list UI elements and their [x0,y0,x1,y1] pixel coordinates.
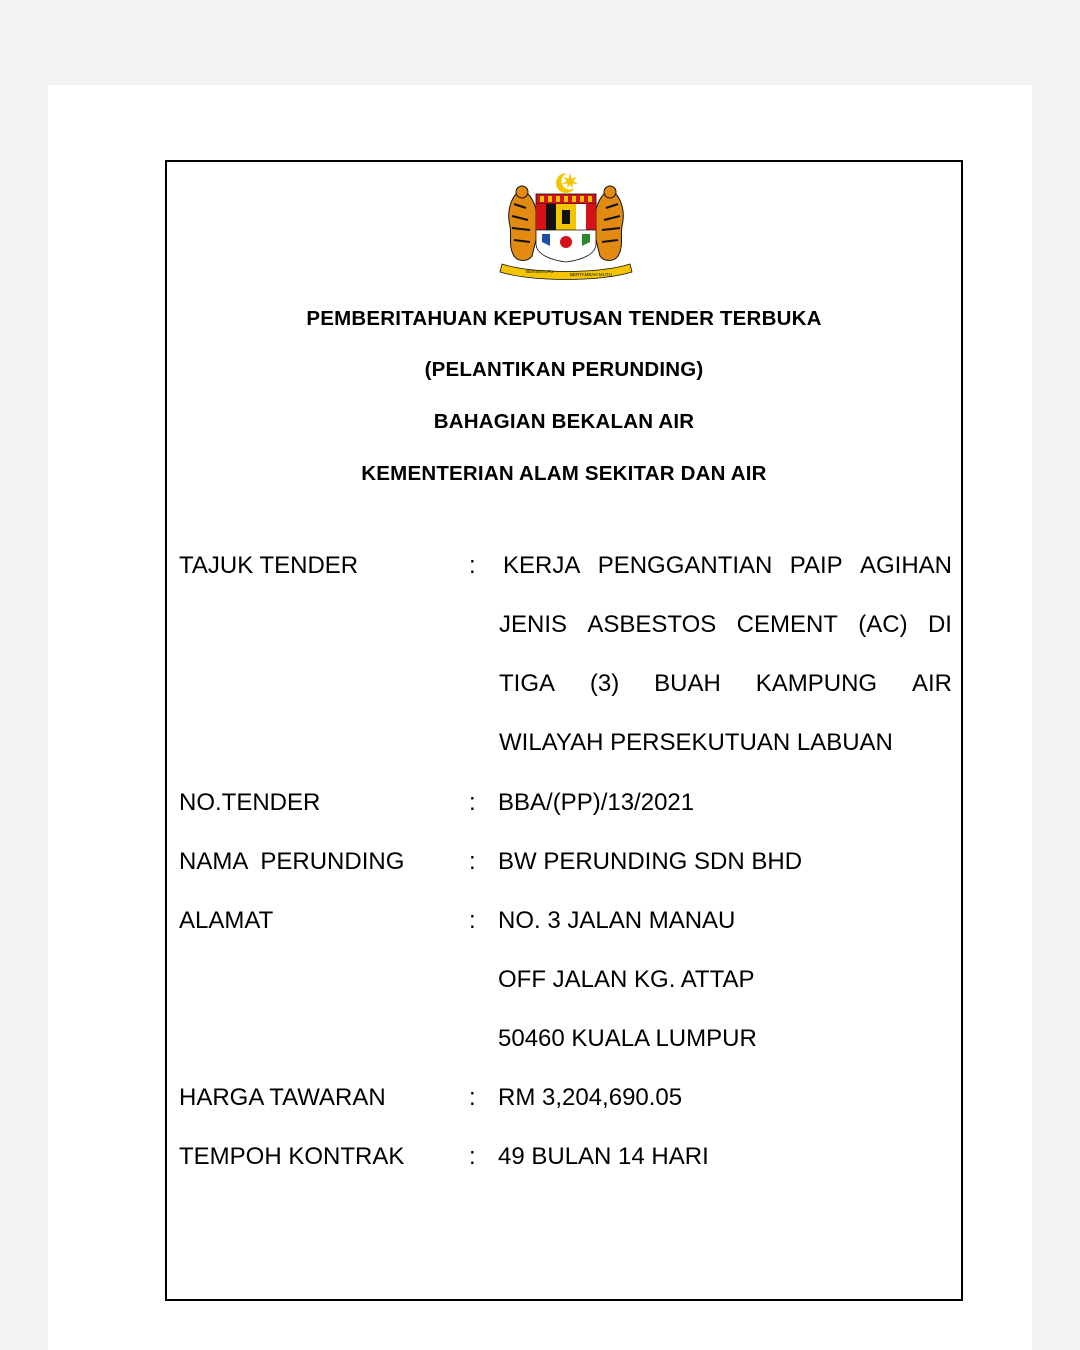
word: TIGA [499,670,556,697]
tajuk-tender-line-1 [503,552,952,580]
svg-text:BERSEKUTU: BERSEKUTU [526,269,554,274]
tajuk-tender-colon: : [469,552,476,579]
tajuk-tender-label: TAJUK TENDER [179,552,359,579]
notice-subtitle: (PELANTIKAN PERUNDING) [424,358,704,381]
alamat-line-3: 50460 KUALA LUMPUR [498,1025,757,1052]
tajuk-tender-line-4: WILAYAH PERSEKUTUAN LABUAN [499,729,893,756]
alamat-label: ALAMAT [179,907,274,934]
notice-title: PEMBERITAHUAN KEPUTUSAN TENDER TERBUKA [306,307,822,330]
word: (AC) [858,611,908,638]
tempoh-kontrak-value: 49 BULAN 14 HARI [498,1143,709,1170]
alamat-line-1: NO. 3 JALAN MANAU [498,907,736,934]
alamat-line-2: OFF JALAN KG. ATTAP [498,966,755,993]
nama-perunding-colon: : [469,848,476,875]
no-tender-label: NO.TENDER [179,789,321,816]
tajuk-tender-line-2 [499,611,952,639]
word: DI [927,611,952,638]
ministry-name: KEMENTERIAN ALAM SEKITAR DAN AIR [361,462,767,485]
no-tender-value: BBA/(PP)/13/2021 [498,789,695,816]
word: CEMENT [736,611,838,638]
svg-text:BERTAMBAH MUTU: BERTAMBAH MUTU [570,272,612,277]
harga-tawaran-label: HARGA TAWARAN [179,1084,386,1111]
harga-tawaran-colon: : [469,1084,476,1111]
alamat-colon: : [469,907,476,934]
malaysia-coat-of-arms-icon [492,170,640,282]
harga-tawaran-value: RM 3,204,690.05 [498,1084,683,1111]
division-name: BAHAGIAN BEKALAN AIR [433,410,695,433]
word: JENIS [499,611,568,638]
nama-perunding-value: BW PERUNDING SDN BHD [498,848,803,875]
no-tender-colon: : [469,789,476,816]
tempoh-kontrak-colon: : [469,1143,476,1170]
word: AIR [911,670,952,697]
tempoh-kontrak-label: TEMPOH KONTRAK [179,1143,405,1170]
word: KAMPUNG [755,670,878,697]
word: (3) [589,670,620,697]
word: KERJA [503,552,581,579]
tender-notice-box [165,160,963,1301]
word: PAIP [789,552,843,579]
word: BUAH [654,670,721,697]
word: ASBESTOS [587,611,717,638]
word: PENGGANTIAN [597,552,773,579]
word: AGIHAN [859,552,952,579]
nama-perunding-label: NAMA PERUNDING [179,848,405,875]
tajuk-tender-line-3 [499,670,952,698]
